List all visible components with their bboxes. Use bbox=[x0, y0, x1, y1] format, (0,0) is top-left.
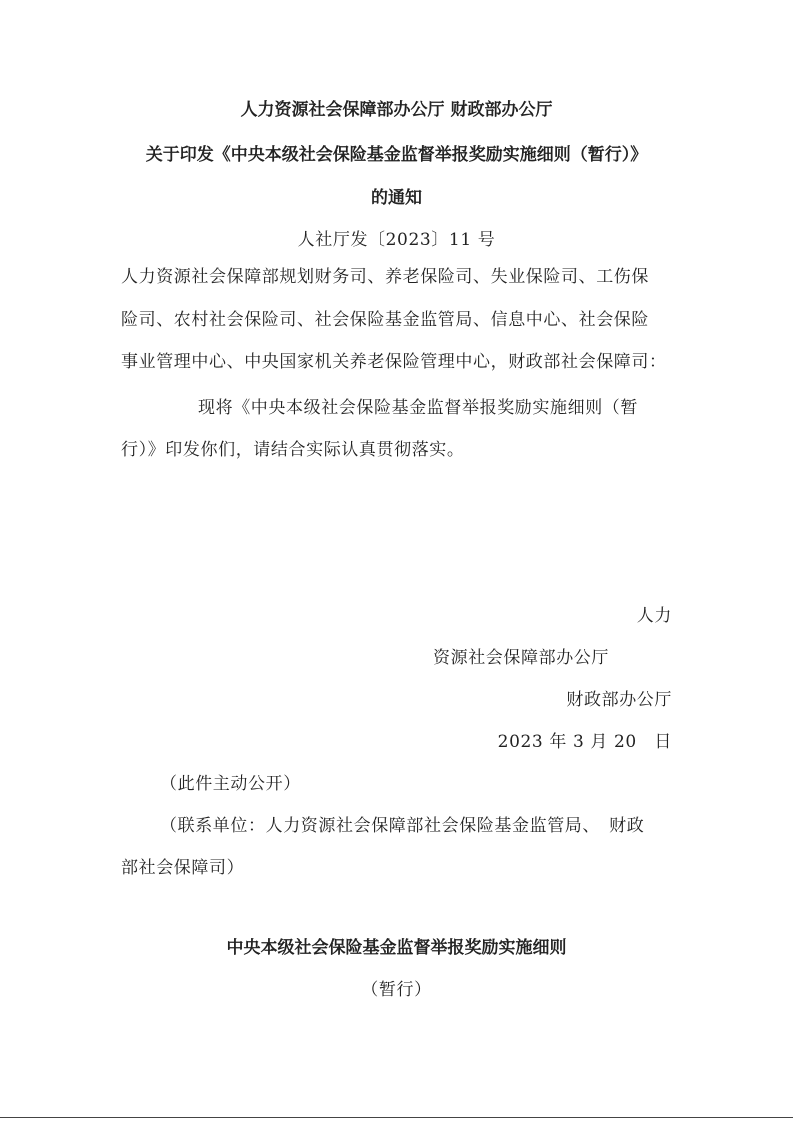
notice-title-line-3: 的通知 bbox=[371, 188, 422, 208]
page-bottom-rule bbox=[0, 1117, 793, 1118]
signature-issuer-b: 财政部办公厅 bbox=[566, 690, 672, 710]
signature-issuer-a-part-2: 资源社会保障部办公厅 bbox=[433, 648, 609, 668]
contact-line-1: （联系单位：人力资源社会保障部社会保险基金监管局、 财政 bbox=[160, 816, 645, 836]
document-number: 人社厅发〔2023〕11 号 bbox=[297, 230, 496, 250]
notice-title-line-2: 关于印发《中央本级社会保险基金监督举报奖励实施细则（暂行）》 bbox=[145, 145, 648, 165]
addressee-line-3: 事业管理中心、中央国家机关养老保险管理中心，财政部社会保障司： bbox=[121, 352, 667, 372]
body-paragraph-line-1: 现将《中央本级社会保险基金监督举报奖励实施细则（暂 bbox=[198, 398, 638, 418]
attachment-title: 中央本级社会保险基金监督举报奖励实施细则 bbox=[226, 938, 567, 958]
signature-date: 2023 年 3 月 20 日 bbox=[497, 732, 672, 752]
signature-issuer-a-part-1: 人力 bbox=[636, 606, 672, 626]
body-paragraph-line-2: 行）》印发你们，请结合实际认真贯彻落实。 bbox=[121, 440, 465, 460]
notice-title-line-1: 人力资源社会保障部办公厅 财政部办公厅 bbox=[240, 100, 553, 120]
addressee-line-1: 人力资源社会保障部规划财务司、养老保险司、失业保险司、工伤保 bbox=[121, 267, 649, 287]
contact-line-2: 部社会保障司） bbox=[121, 858, 245, 878]
addressee-line-2: 险司、农村社会保险司、社会保险基金监管局、信息中心、社会保险 bbox=[121, 310, 649, 330]
attachment-subtitle: （暂行） bbox=[361, 980, 432, 1000]
public-notice: （此件主动公开） bbox=[160, 774, 301, 794]
